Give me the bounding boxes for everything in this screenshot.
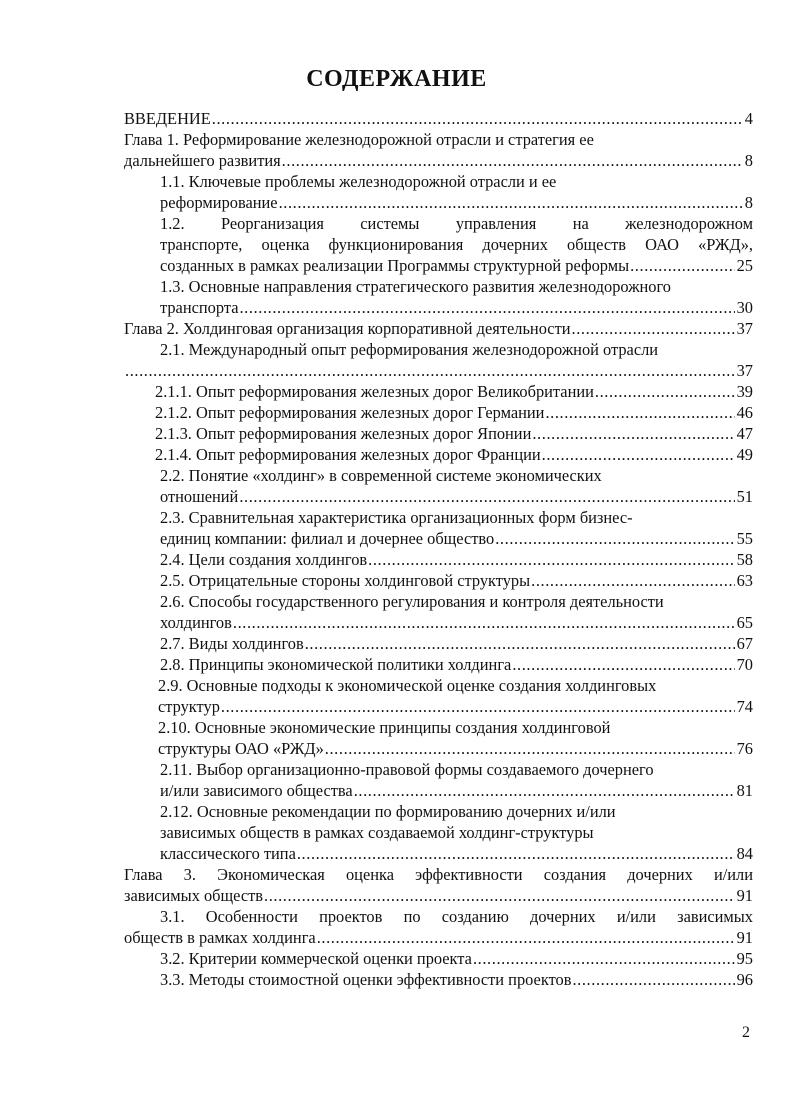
dot-leader — [531, 570, 734, 591]
toc-page-number: 91 — [736, 886, 753, 905]
dot-leader — [239, 297, 734, 318]
toc-entry-text: Глава 3. Экономическая оценка эффективности создания дочерних и/или — [124, 865, 753, 884]
dot-leader — [630, 255, 735, 276]
dot-leader — [532, 423, 734, 444]
toc-page-number: 55 — [736, 529, 753, 548]
page-title: СОДЕРЖАНИЕ — [306, 66, 487, 92]
toc-page-number: 63 — [736, 571, 753, 590]
toc-page-number: 37 — [736, 319, 753, 338]
toc-entry-text: 2.7. Виды холдингов — [160, 634, 304, 653]
toc-entry-text: 2.4. Цели создания холдингов — [160, 550, 368, 569]
dot-leader — [297, 843, 735, 864]
toc-page-number: 37 — [736, 361, 753, 380]
dot-leader — [125, 360, 735, 381]
toc-entry-text: единиц компании: филиал и дочернее общество — [160, 529, 495, 548]
toc-entry-text: реформирование — [160, 193, 278, 212]
toc-page-number: 96 — [736, 970, 753, 989]
toc-page-number: 81 — [736, 781, 753, 800]
toc-entry-text: 1.2. Реорганизация системы управления на железнодорожном — [160, 214, 753, 233]
toc-page-number: 95 — [736, 949, 753, 968]
toc-entry-text: и/или зависимого общества — [160, 781, 353, 800]
toc-page-number: 65 — [736, 613, 753, 632]
dot-leader — [545, 402, 734, 423]
toc-page-number: 8 — [744, 151, 753, 170]
toc-page-number: 70 — [736, 655, 753, 674]
toc-entry-text: классического типа — [160, 844, 296, 863]
dot-leader — [572, 318, 735, 339]
toc-page-number: 51 — [736, 487, 753, 506]
dot-leader — [368, 549, 734, 570]
toc-entry-text: 2.3. Сравнительная характеристика организационных форм бизнес- — [160, 508, 633, 527]
toc-page-number: 74 — [736, 697, 753, 716]
toc-page-number: 91 — [736, 928, 753, 947]
dot-leader — [264, 885, 735, 906]
toc-page-number: 25 — [736, 256, 753, 275]
toc-entry-text: 3.2. Критерии коммерческой оценки проекта — [160, 949, 472, 968]
dot-leader — [233, 612, 735, 633]
toc-entry-text: Глава 1. Реформирование железнодорожной отрасли и стратегия ее — [124, 130, 594, 149]
toc-entry-text: Глава 2. Холдинговая организация корпоративной деятельности — [124, 319, 571, 338]
toc-entry-text: 2.1.2. Опыт реформирования железных дорог Германии — [155, 403, 545, 422]
toc-entry-text: структуры ОАО «РЖД» — [158, 739, 324, 758]
dot-leader — [279, 192, 743, 213]
dot-leader — [495, 528, 734, 549]
page-number: 2 — [742, 1024, 750, 1041]
dot-leader — [542, 444, 735, 465]
dot-leader — [221, 696, 735, 717]
toc-page-number: 67 — [736, 634, 753, 653]
toc-page-number: 30 — [736, 298, 753, 317]
toc-entry-text: 2.1. Международный опыт реформирования железнодорожной отрасли — [160, 340, 659, 359]
toc-entry-text: зависимых обществ в рамках создаваемой холдинг-структуры — [160, 823, 594, 842]
toc-entry-text: 2.1.3. Опыт реформирования железных дорог Японии — [155, 424, 532, 443]
dot-leader — [305, 633, 735, 654]
dot-leader — [212, 108, 743, 129]
toc-entry-text: ВВЕДЕНИЕ — [124, 109, 211, 128]
toc-entry-text: отношений — [160, 487, 239, 506]
toc-entry-text: 3.3. Методы стоимостной оценки эффективности проектов — [160, 970, 572, 989]
toc-entry-text: обществ в рамках холдинга — [124, 928, 316, 947]
toc-entry-text: холдингов — [160, 613, 232, 632]
dot-leader — [595, 381, 735, 402]
toc-entry-text: 2.5. Отрицательные стороны холдинговой структуры — [160, 571, 531, 590]
dot-leader — [239, 486, 734, 507]
toc-entry-text: зависимых обществ — [124, 886, 264, 905]
toc-page-number: 46 — [736, 403, 753, 422]
dot-leader — [512, 654, 734, 675]
toc-entry-text: дальнейшего развития — [124, 151, 281, 170]
toc-entry-text: 2.11. Выбор организационно-правовой формы создаваемого дочернего — [160, 760, 654, 779]
toc-page-number: 8 — [744, 193, 753, 212]
toc-entry-text: структур — [158, 697, 220, 716]
toc-entry-text: созданных в рамках реализации Программы структурной реформы — [160, 256, 630, 275]
dot-leader — [325, 738, 735, 759]
toc-entry-text: 2.12. Основные рекомендации по формированию дочерних и/или — [160, 802, 616, 821]
toc-page-number: 4 — [744, 109, 753, 128]
toc-page-number: 76 — [736, 739, 753, 758]
toc-entry-text: 2.8. Принципы экономической политики холдинга — [160, 655, 512, 674]
dot-leader — [317, 927, 735, 948]
dot-leader — [282, 150, 743, 171]
toc-entry-text: 2.6. Способы государственного регулирования и контроля деятельности — [160, 592, 664, 611]
toc-page-number: 39 — [736, 382, 753, 401]
toc-entry-text: 1.3. Основные направления стратегического развития железнодорожного — [160, 277, 671, 296]
toc-entry-text: 2.9. Основные подходы к экономической оценке создания холдинговых — [158, 676, 657, 695]
toc-entry-text: 3.1. Особенности проектов по созданию дочерних и/или зависимых — [160, 907, 753, 926]
toc-page-number: 47 — [736, 424, 753, 443]
toc-entry-text: 2.2. Понятие «холдинг» в современной системе экономических — [160, 466, 602, 485]
toc-entry-text: транспорте, оценка функционирования дочерних обществ ОАО «РЖД», — [160, 235, 753, 254]
toc-page-number: 58 — [736, 550, 753, 569]
toc-entry-text: 1.1. Ключевые проблемы железнодорожной отрасли и ее — [160, 172, 557, 191]
toc-entry-text: 2.1.1. Опыт реформирования железных дорог Великобритании — [155, 382, 594, 401]
toc-entry-text: транспорта — [160, 298, 239, 317]
dot-leader — [572, 969, 734, 990]
toc-entry-text: 2.10. Основные экономические принципы создания холдинговой — [158, 718, 611, 737]
toc-page-number: 49 — [736, 445, 753, 464]
toc-page-number: 84 — [736, 844, 753, 863]
dot-leader — [354, 780, 735, 801]
dot-leader — [473, 948, 735, 969]
toc-entry-text: 2.1.4. Опыт реформирования железных дорог Франции — [155, 445, 541, 464]
